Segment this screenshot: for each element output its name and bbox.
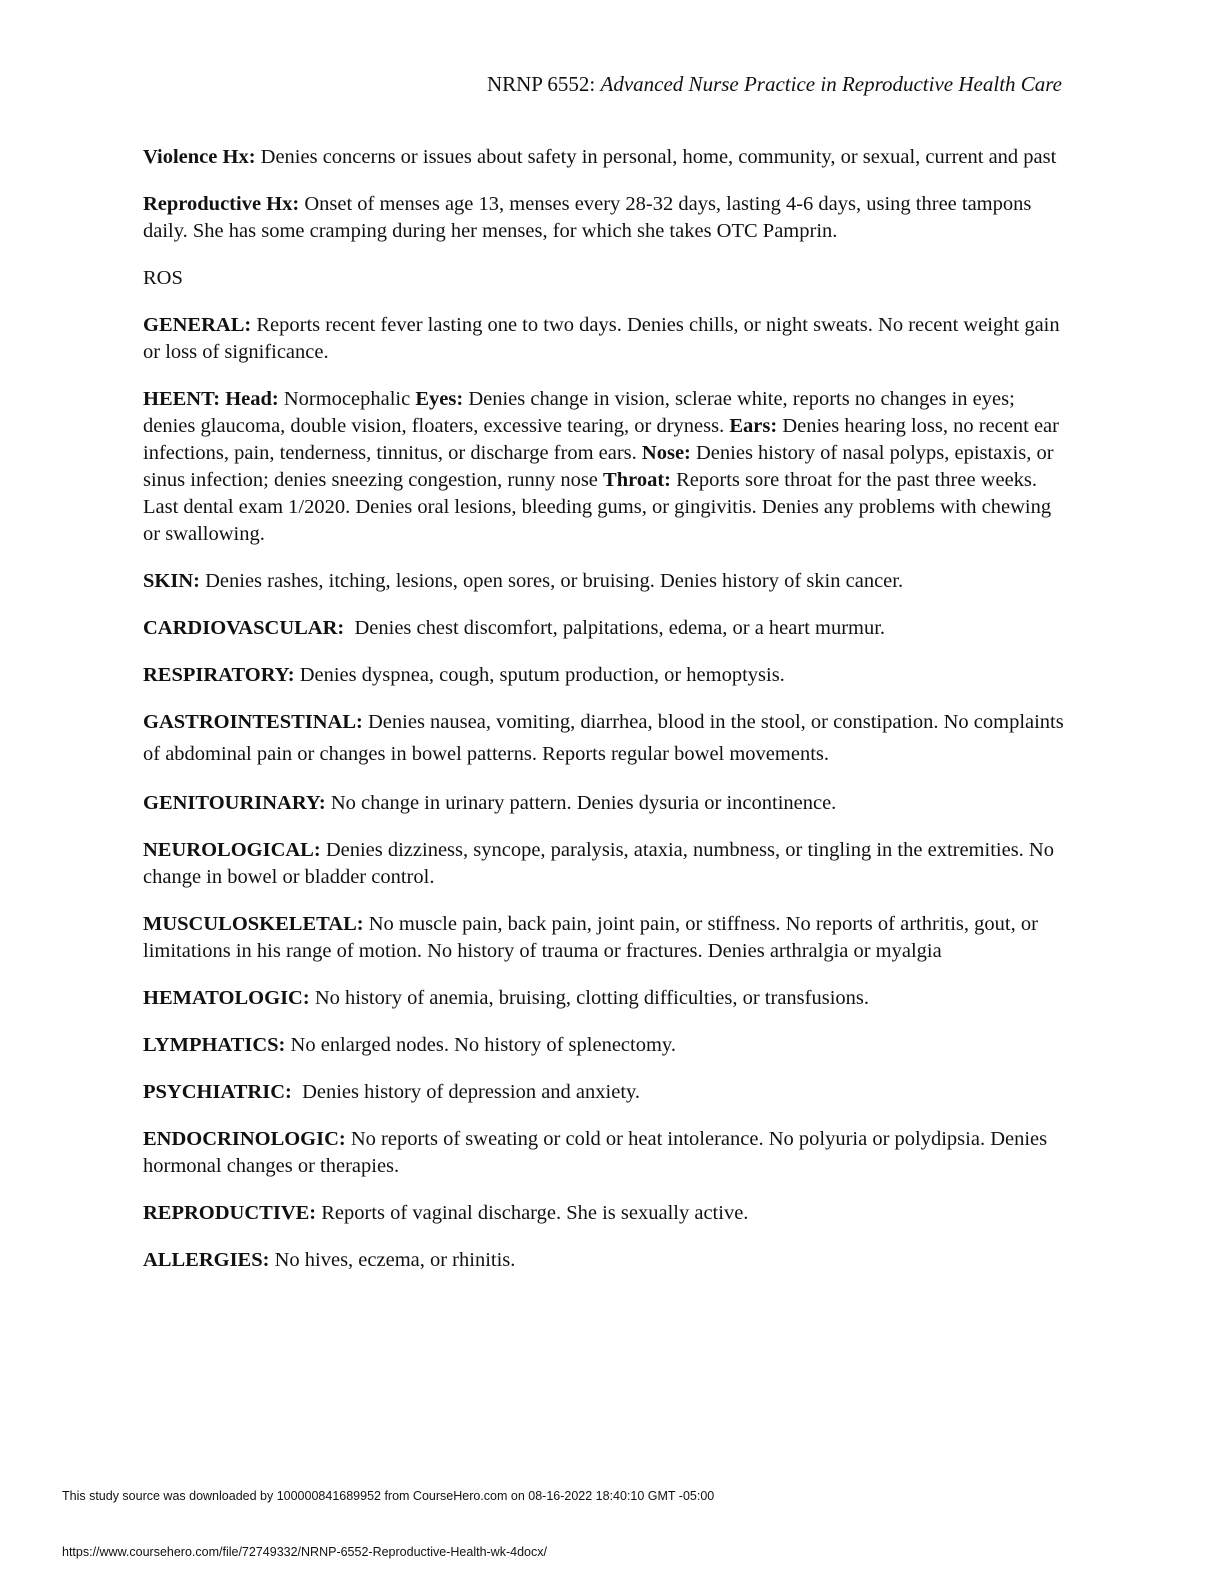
heent-head-label: HEENT: Head: [143, 388, 279, 410]
section-text: Denies concerns or issues about safety in personal, home, community, or sexual, current and past [255, 146, 1057, 168]
general-paragraph [143, 312, 1071, 366]
hematologic-paragraph [143, 985, 1071, 1012]
section-label: ALLERGIES: [143, 1249, 270, 1271]
section-label: Violence Hx: [143, 146, 256, 168]
section-text: Denies rashes, itching, lesions, open sores, or bruising. Denies history of skin cancer. [199, 570, 904, 592]
running-header [487, 72, 1062, 97]
heent-paragraph [143, 386, 1071, 548]
section-text: No reports of sweating or cold or heat intolerance. No polyuria or polydipsia. Denies hormonal changes or therapies. [143, 1128, 1048, 1177]
psychiatric-paragraph [143, 1079, 1071, 1106]
reproductive-history-paragraph [143, 191, 1071, 245]
section-text: Denies nausea, vomiting, diarrhea, blood in the stool, or constipation. No complaints of abdominal pain or changes in bowel patterns. Reports regular bowel movements. [143, 711, 1064, 765]
section-text: Reports of vaginal discharge. She is sexually active. [316, 1202, 749, 1224]
section-label: RESPIRATORY: [143, 664, 295, 686]
section-text: No history of anemia, bruising, clotting difficulties, or transfusions. [309, 987, 869, 1009]
section-text: Reports recent fever lasting one to two days. Denies chills, or night sweats. No recent weight gain or loss of significance. [143, 314, 1060, 363]
section-label: ENDOCRINOLOGIC: [143, 1128, 346, 1150]
section-text: Denies dyspnea, cough, sputum production, or hemoptysis. [294, 664, 785, 686]
section-label: SKIN: [143, 570, 200, 592]
section-label: PSYCHIATRIC: [143, 1081, 292, 1103]
ros-heading [143, 265, 1071, 292]
document-body [143, 144, 1071, 1294]
heent-nose-text: Denies history of nasal polyps, epistaxis, or sinus infection; denies sneezing congestion, runny nose [143, 442, 1054, 491]
section-label: HEMATOLOGIC: [143, 987, 310, 1009]
section-label: MUSCULOSKELETAL: [143, 913, 364, 935]
genitourinary-paragraph [143, 790, 1071, 817]
neurological-paragraph [143, 837, 1071, 891]
heent-eyes-text: Denies change in vision, sclerae white, reports no changes in eyes; denies glaucoma, double vision, floaters, excessive tearing, or dryness. [143, 388, 1015, 437]
heent-nose-label: Nose: [641, 442, 691, 464]
section-label: CARDIOVASCULAR: [143, 617, 345, 639]
heent-throat-label: Throat: [603, 469, 671, 491]
section-text: No change in urinary pattern. Denies dysuria or incontinence. [325, 792, 837, 814]
section-label: GENITOURINARY: [143, 792, 326, 814]
section-text: Denies dizziness, syncope, paralysis, ataxia, numbness, or tingling in the extremities. No change in bowel or bladder control. [143, 839, 1054, 888]
section-label: REPRODUCTIVE: [143, 1202, 317, 1224]
heent-head-text: Normocephalic [278, 388, 416, 410]
heent-eyes-label: Eyes: [415, 388, 464, 410]
heent-ears-label: Ears: [729, 415, 778, 437]
allergies-paragraph [143, 1247, 1071, 1274]
download-source-notice: This study source was downloaded by 100000841689952 from CourseHero.com on 08-16-2022 18:40:10 GMT -05:00 [62, 1489, 715, 1503]
endocrinologic-paragraph [143, 1126, 1071, 1180]
section-text: No hives, eczema, or rhinitis. [269, 1249, 516, 1271]
gastrointestinal-paragraph [143, 706, 1071, 770]
skin-paragraph [143, 568, 1071, 595]
heent-throat-text: Reports sore throat for the past three weeks. Last dental exam 1/2020. Denies oral lesions, bleeding gums, or gingivitis. Denies any problems with chewing or swallowing. [143, 469, 1052, 545]
section-text: No enlarged nodes. No history of splenectomy. [285, 1034, 676, 1056]
musculoskeletal-paragraph [143, 911, 1071, 965]
cardiovascular-paragraph [143, 615, 1071, 642]
violence-history-paragraph [143, 144, 1071, 171]
respiratory-paragraph [143, 662, 1071, 689]
section-label: GENERAL: [143, 314, 252, 336]
section-label: Reproductive Hx: [143, 193, 300, 215]
section-text: No muscle pain, back pain, joint pain, or stiffness. No reports of arthritis, gout, or limitations in his range of motion. No history of trauma or fractures. Denies arthralgia or myalgia [143, 913, 1038, 962]
section-label: LYMPHATICS: [143, 1034, 286, 1056]
source-url: https://www.coursehero.com/file/72749332/NRNP-6552-Reproductive-Health-wk-4docx/ [62, 1545, 547, 1559]
course-code: NRNP 6552: [486, 72, 601, 96]
course-title: Advanced Nurse Practice in Reproductive Health Care [600, 72, 1062, 96]
heent-ears-text: Denies hearing loss, no recent ear infections, pain, tenderness, tinnitus, or discharge from ears. [143, 415, 1059, 464]
section-text: Denies chest discomfort, palpitations, edema, or a heart murmur. [344, 617, 886, 639]
section-label: NEUROLOGICAL: [143, 839, 321, 861]
section-text: Denies history of depression and anxiety. [291, 1081, 641, 1103]
section-text: Onset of menses age 13, menses every 28-32 days, lasting 4-6 days, using three tampons daily. She has some cramping during her menses, for which she takes OTC Pamprin. [143, 193, 1032, 242]
lymphatics-paragraph [143, 1032, 1071, 1059]
section-label: GASTROINTESTINAL: [143, 711, 363, 733]
reproductive-paragraph [143, 1200, 1071, 1227]
section-text: ROS [143, 267, 183, 289]
